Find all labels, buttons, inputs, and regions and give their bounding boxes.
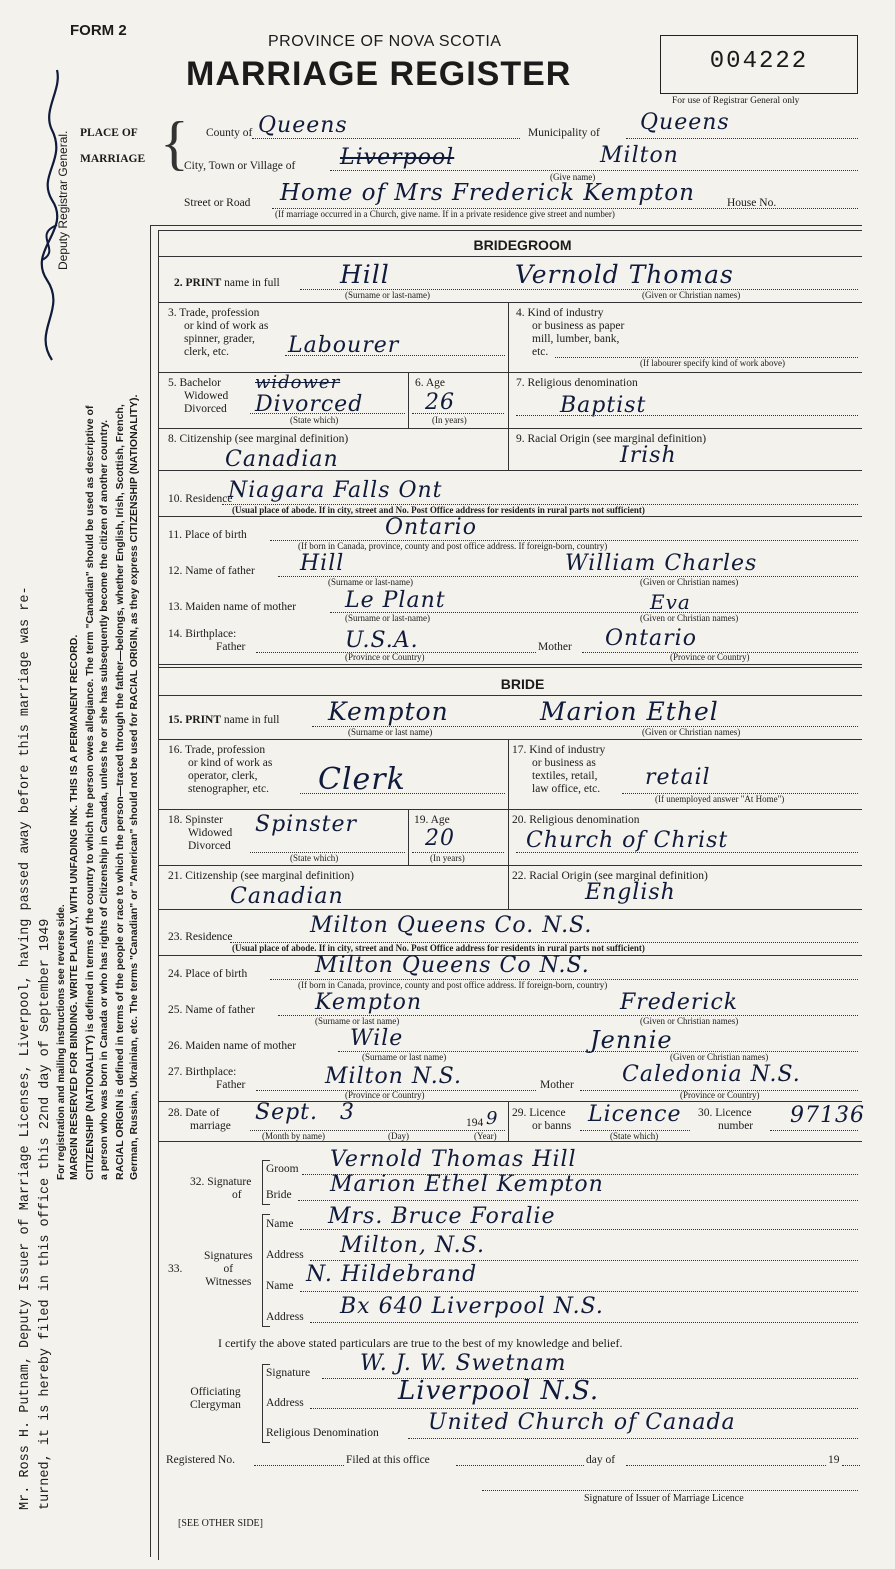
groom-bp-father: U.S.A. bbox=[345, 628, 419, 653]
groom-mother-label: 13. Maiden name of mother bbox=[168, 601, 297, 613]
licence-value: Licence bbox=[588, 1102, 682, 1127]
registrar-signature bbox=[12, 60, 82, 380]
clergy-rel-label: Religious Denomination bbox=[266, 1427, 379, 1439]
bride-trade-label: 16. Trade, profession or kind of work as operator, clerk, stenographer, etc. bbox=[168, 744, 273, 795]
groom-industry-note: (If labourer specify kind of work above) bbox=[640, 358, 785, 368]
date-label: 28. Date of marriage bbox=[168, 1107, 231, 1132]
w2-name-label: Name bbox=[266, 1280, 294, 1292]
witness1-address: Milton, N.S. bbox=[340, 1233, 485, 1258]
day-of-line bbox=[626, 1465, 826, 1466]
bride-age-label: 19. Age bbox=[414, 814, 450, 826]
page-title: MARRIAGE REGISTER bbox=[186, 55, 572, 93]
margin-line-2: turned, it is hereby filed in this office this 22nd day of September 1949 bbox=[38, 918, 53, 1510]
margin-line-3: For registration and mailing instructions see reverse side. bbox=[56, 904, 67, 1180]
witness2-address: Bx 640 Liverpool N.S. bbox=[340, 1294, 604, 1319]
groom-mother-given: Eva bbox=[650, 590, 691, 614]
bride-mother-label: 26. Maiden name of mother bbox=[168, 1040, 297, 1052]
margin-line-1: Mr. Ross H. Putnam, Deputy Issuer of Marriage Licenses, Liverpool, having passed away before this marriage was re- bbox=[18, 586, 33, 1510]
groom-father-surname-sub: (Surname or last-name) bbox=[328, 577, 413, 587]
groom-status-struck: widower bbox=[255, 372, 341, 393]
groom-given: Vernold Thomas bbox=[515, 260, 734, 289]
bride-surname-sub: (Surname or last name) bbox=[348, 727, 433, 737]
groom-birth-sub: (If born in Canada, province, county and post office address. If foreign-born, country) bbox=[298, 541, 608, 551]
groom-surname-sub: (Surname or last-name) bbox=[345, 290, 430, 300]
marriage-year-suffix: 9 bbox=[486, 1108, 499, 1129]
groom-status-sub: (State which) bbox=[290, 415, 339, 425]
house-label: House No. bbox=[727, 197, 777, 209]
groom-bp-mother-sub: (Province or Country) bbox=[670, 652, 750, 662]
groom-age: 26 bbox=[425, 390, 455, 415]
groom-trade-label: 3. Trade, profession or kind of work as spinner, grader, clerk, etc. bbox=[168, 307, 269, 358]
clergyman-label: Officiating Clergyman bbox=[190, 1386, 241, 1411]
bride-bp-label: 27. Birthplace: bbox=[168, 1066, 237, 1078]
bride-bp-mother-label: Mother bbox=[540, 1079, 574, 1091]
groom-father-label: 12. Name of father bbox=[168, 565, 255, 577]
bride-birth-label: 24. Place of birth bbox=[168, 968, 248, 980]
bride-citizenship: Canadian bbox=[230, 884, 344, 909]
groom-citizenship-label: 8. Citizenship (see marginal definition) bbox=[168, 433, 349, 445]
w1-name-line bbox=[300, 1229, 858, 1230]
bride-bp-father-sub: (Province or Country) bbox=[345, 1090, 425, 1100]
marriage-year-prefix: 194 bbox=[466, 1117, 484, 1129]
licence-number: 97136 bbox=[790, 1103, 865, 1128]
margin-line-4: MARGIN RESERVED FOR BINDING. WRITE PLAINLY, WITH UNFADING INK. THIS IS A PERMANENT RECORD. bbox=[68, 634, 80, 1180]
bride-residence-sub: (Usual place of abode. If in city, street and No. Post Office address for residents in rural parts not sufficient) bbox=[232, 943, 645, 953]
groom-mother-given-sub: (Given or Christian names) bbox=[640, 613, 739, 623]
bride-bp-father: Milton N.S. bbox=[325, 1064, 462, 1089]
margin-line-8: German, Russian, Ukrainian, etc. The terms "Canadian" or "American" should not be used for RACIAL ORIGIN, as they express CITIZENSHIP (NATIONALITY). bbox=[128, 394, 140, 1180]
w1-address-line bbox=[310, 1260, 858, 1261]
see-other-side: [SEE OTHER SIDE] bbox=[178, 1518, 263, 1529]
county-value: Queens bbox=[258, 113, 348, 138]
deputy-registrar-note: Deputy Registrar General. bbox=[56, 130, 70, 270]
filed-line bbox=[456, 1465, 584, 1466]
bride-father-surname-sub: (Surname or last name) bbox=[315, 1016, 400, 1026]
bride-given: Marion Ethel bbox=[540, 697, 719, 726]
groom-citizenship: Canadian bbox=[225, 447, 339, 472]
bride-signature: Marion Ethel Kempton bbox=[330, 1172, 604, 1197]
bride-status-label: 18. Spinster Widowed Divorced bbox=[168, 814, 233, 852]
city-line bbox=[330, 170, 858, 171]
year-19: 19 bbox=[828, 1454, 840, 1466]
municipality-value: Queens bbox=[640, 110, 730, 135]
bride-mother-given-sub: (Given or Christian names) bbox=[670, 1052, 769, 1062]
bride-industry-label: 17. Kind of industry or business as textiles, retail, law office, etc. bbox=[512, 744, 606, 795]
groom-status: Divorced bbox=[255, 392, 364, 417]
clergy-address-line bbox=[310, 1408, 858, 1409]
give-name-sub: (Give name) bbox=[550, 172, 596, 182]
register-number-box bbox=[660, 35, 858, 94]
clergy-address-label: Address bbox=[266, 1397, 304, 1409]
county-line bbox=[252, 138, 520, 139]
groom-father-surname: Hill bbox=[300, 551, 345, 576]
groom-bp-mother-label: Mother bbox=[538, 641, 572, 653]
groom-status-label: 5. Bachelor Widowed Divorced bbox=[168, 377, 229, 415]
bride-mother-surname: Wile bbox=[350, 1026, 404, 1051]
municipality-line bbox=[626, 138, 858, 139]
groom-surname: Hill bbox=[340, 260, 390, 289]
groom-residence: Niagara Falls Ont bbox=[228, 478, 443, 503]
w1-name-label: Name bbox=[266, 1218, 294, 1230]
place-brace: { bbox=[160, 110, 189, 176]
groom-age-sub: (In years) bbox=[432, 415, 467, 425]
street-value: Home of Mrs Frederick Kempton bbox=[280, 180, 695, 206]
year-line bbox=[842, 1465, 860, 1466]
w1-address-label: Address bbox=[266, 1249, 304, 1261]
bride-status: Spinster bbox=[255, 812, 358, 837]
bride-racial: English bbox=[585, 880, 676, 905]
w2-name-line bbox=[300, 1291, 858, 1292]
groom-mother-surname-sub: (Surname or last-name) bbox=[345, 613, 430, 623]
groom-bp-label: 14. Birthplace: bbox=[168, 628, 237, 640]
bride-bp-father-label: Father bbox=[216, 1079, 246, 1091]
city-label: City, Town or Village of bbox=[184, 160, 296, 172]
register-number: 004222 bbox=[709, 48, 809, 75]
bride-given-sub: (Given or Christian names) bbox=[642, 727, 741, 737]
groom-racial: Irish bbox=[620, 443, 677, 468]
groom-religion-label: 7. Religious denomination bbox=[516, 377, 638, 389]
day-of-label: day of bbox=[586, 1454, 616, 1466]
bride-industry: retail bbox=[645, 765, 711, 790]
clergy-denomination: United Church of Canada bbox=[428, 1410, 736, 1435]
bride-industry-note: (If unemployed answer "At Home") bbox=[655, 794, 785, 804]
groom-status-line bbox=[250, 413, 405, 414]
marriage-month: Sept. bbox=[255, 1100, 319, 1125]
issuer-label: Signature of Issuer of Marriage Licence bbox=[584, 1493, 744, 1504]
groom-father-given: William Charles bbox=[565, 551, 758, 576]
margin-line-6: a person who was born in Canada or who has rights of Citizenship in Canada, unless he or she has subsequently become the citizen of another country. bbox=[98, 419, 110, 1180]
groom-father-given-sub: (Given or Christian names) bbox=[640, 577, 739, 587]
municipality-label: Municipality of bbox=[528, 127, 600, 139]
bride-birth-sub: (If born in Canada, province, county and post office address. If foreign-born, country) bbox=[298, 980, 608, 990]
margin-line-5: CITIZENSHIP (NATIONALITY) is defined in terms of the country to which the person owes allegiance. The term "Canadian" should be used as descriptive of bbox=[84, 405, 96, 1180]
bride-age: 20 bbox=[425, 826, 455, 851]
city-value: Milton bbox=[600, 143, 679, 168]
groom-given-sub: (Given or Christian names) bbox=[642, 290, 741, 300]
witness2-name: N. Hildebrand bbox=[306, 1262, 478, 1287]
groom-racial-label: 9. Racial Origin (see marginal definition) bbox=[516, 433, 707, 445]
registered-no-label: Registered No. bbox=[166, 1454, 235, 1466]
witnesses-label: Signatures of Witnesses bbox=[204, 1250, 253, 1288]
bride-father-label: 25. Name of father bbox=[168, 1004, 255, 1016]
bride-bp-mother: Caledonia N.S. bbox=[622, 1062, 801, 1087]
clergy-signature: W. J. W. Swetnam bbox=[360, 1351, 567, 1376]
groom-trade: Labourer bbox=[288, 333, 400, 358]
form-label: FORM 2 bbox=[70, 22, 127, 39]
certify-statement: I certify the above stated particulars are true to the best of my knowledge and belief. bbox=[218, 1336, 623, 1350]
bride-heading: BRIDE bbox=[500, 676, 545, 692]
groom-sig-label: Groom bbox=[266, 1163, 299, 1175]
month-sub: (Month by name) bbox=[262, 1131, 325, 1141]
bride-mother-surname-sub: (Surname or last name) bbox=[362, 1052, 447, 1062]
bride-racial-label: 22. Racial Origin (see marginal definition) bbox=[512, 870, 708, 882]
groom-age-line bbox=[412, 413, 504, 414]
bride-status-sub: (State which) bbox=[290, 853, 339, 863]
day-sub: (Day) bbox=[388, 1131, 409, 1141]
bride-name-label: 15. PRINT name in full bbox=[168, 714, 280, 726]
licence-number-label: 30. Licence number bbox=[698, 1107, 754, 1132]
bride-birth: Milton Queens Co N.S. bbox=[315, 953, 590, 978]
registrar-note: For use of Registrar General only bbox=[672, 96, 800, 106]
county-label: County of bbox=[206, 127, 253, 139]
groom-residence-sub: (Usual place of abode. If in city, street and No. Post Office address for residents in rural parts not sufficient) bbox=[232, 505, 645, 515]
groom-bp-father-sub: (Province or Country) bbox=[345, 652, 425, 662]
bride-father-given-sub: (Given or Christian names) bbox=[640, 1016, 739, 1026]
registered-no-line bbox=[254, 1465, 344, 1466]
groom-industry-label: 4. Kind of industry or business as paper mill, lumber, bank, etc. bbox=[516, 307, 625, 358]
witness1-name: Mrs. Bruce Foralie bbox=[328, 1204, 556, 1229]
w2-address-label: Address bbox=[266, 1311, 304, 1323]
margin-line-7: RACIAL ORIGIN is defined in terms of the people or race to which the person—traced through the father—belongs, whether English, Irish, Scottish, French, bbox=[114, 404, 126, 1180]
signature-of-label: 32. Signature of bbox=[190, 1176, 252, 1201]
issuer-line bbox=[482, 1490, 858, 1491]
bride-residence-label: 23. Residence bbox=[168, 931, 233, 943]
licence-number-line bbox=[770, 1130, 858, 1131]
groom-birth: Ontario bbox=[385, 515, 477, 540]
groom-residence-label: 10. Residence bbox=[168, 493, 233, 505]
street-label: Street or Road bbox=[184, 197, 251, 209]
groom-bp-mother: Ontario bbox=[605, 626, 697, 651]
marriage-day: 3 bbox=[340, 1100, 355, 1125]
bride-surname: Kempton bbox=[328, 697, 449, 726]
groom-mother-surname: Le Plant bbox=[345, 588, 446, 613]
bridegroom-heading: BRIDEGROOM bbox=[473, 237, 572, 253]
groom-name-label: 2. PRINT name in full bbox=[174, 277, 280, 289]
groom-age-label: 6. Age bbox=[415, 377, 446, 389]
bride-citizenship-label: 21. Citizenship (see marginal definition) bbox=[168, 870, 354, 882]
bride-sig-label: Bride bbox=[266, 1189, 292, 1201]
bride-father-given: Frederick bbox=[620, 990, 739, 1015]
bride-bp-mother-sub: (Province or Country) bbox=[680, 1090, 760, 1100]
bride-residence: Milton Queens Co. N.S. bbox=[310, 913, 593, 938]
bride-religion: Church of Christ bbox=[526, 828, 729, 853]
witness-num: 33. bbox=[168, 1263, 183, 1275]
bride-trade: Clerk bbox=[318, 762, 406, 797]
groom-signature: Vernold Thomas Hill bbox=[330, 1147, 577, 1172]
bride-age-sub: (In years) bbox=[430, 853, 465, 863]
bride-mother-given: Jennie bbox=[590, 1026, 673, 1054]
clergy-sig-label: Signature bbox=[266, 1367, 311, 1379]
bride-father-surname: Kempton bbox=[315, 990, 423, 1015]
bride-religion-line bbox=[516, 852, 858, 853]
marriage-label: MARRIAGE bbox=[80, 153, 146, 165]
groom-religion-line bbox=[516, 415, 858, 416]
clergy-rel-line bbox=[408, 1438, 858, 1439]
groom-bp-father-label: Father bbox=[216, 641, 246, 653]
province-heading: PROVINCE OF NOVA SCOTIA bbox=[268, 33, 502, 50]
bride-sig-line bbox=[298, 1200, 858, 1201]
w2-address-line bbox=[310, 1322, 858, 1323]
groom-birth-label: 11. Place of birth bbox=[168, 529, 247, 541]
licence-label: 29. Licence or banns bbox=[512, 1107, 572, 1132]
city-struck-value: Liverpool bbox=[340, 145, 455, 170]
place-of-label: PLACE OF bbox=[80, 127, 138, 139]
groom-religion: Baptist bbox=[560, 393, 647, 418]
licence-sub: (State which) bbox=[610, 1131, 659, 1141]
year-sub: (Year) bbox=[474, 1131, 497, 1141]
clergy-address: Liverpool N.S. bbox=[398, 1376, 600, 1406]
filed-label: Filed at this office bbox=[346, 1454, 430, 1466]
street-note: (If marriage occurred in a Church, give name. If in a private residence give street and number) bbox=[275, 209, 615, 219]
bride-religion-label: 20. Religious denomination bbox=[512, 814, 640, 826]
